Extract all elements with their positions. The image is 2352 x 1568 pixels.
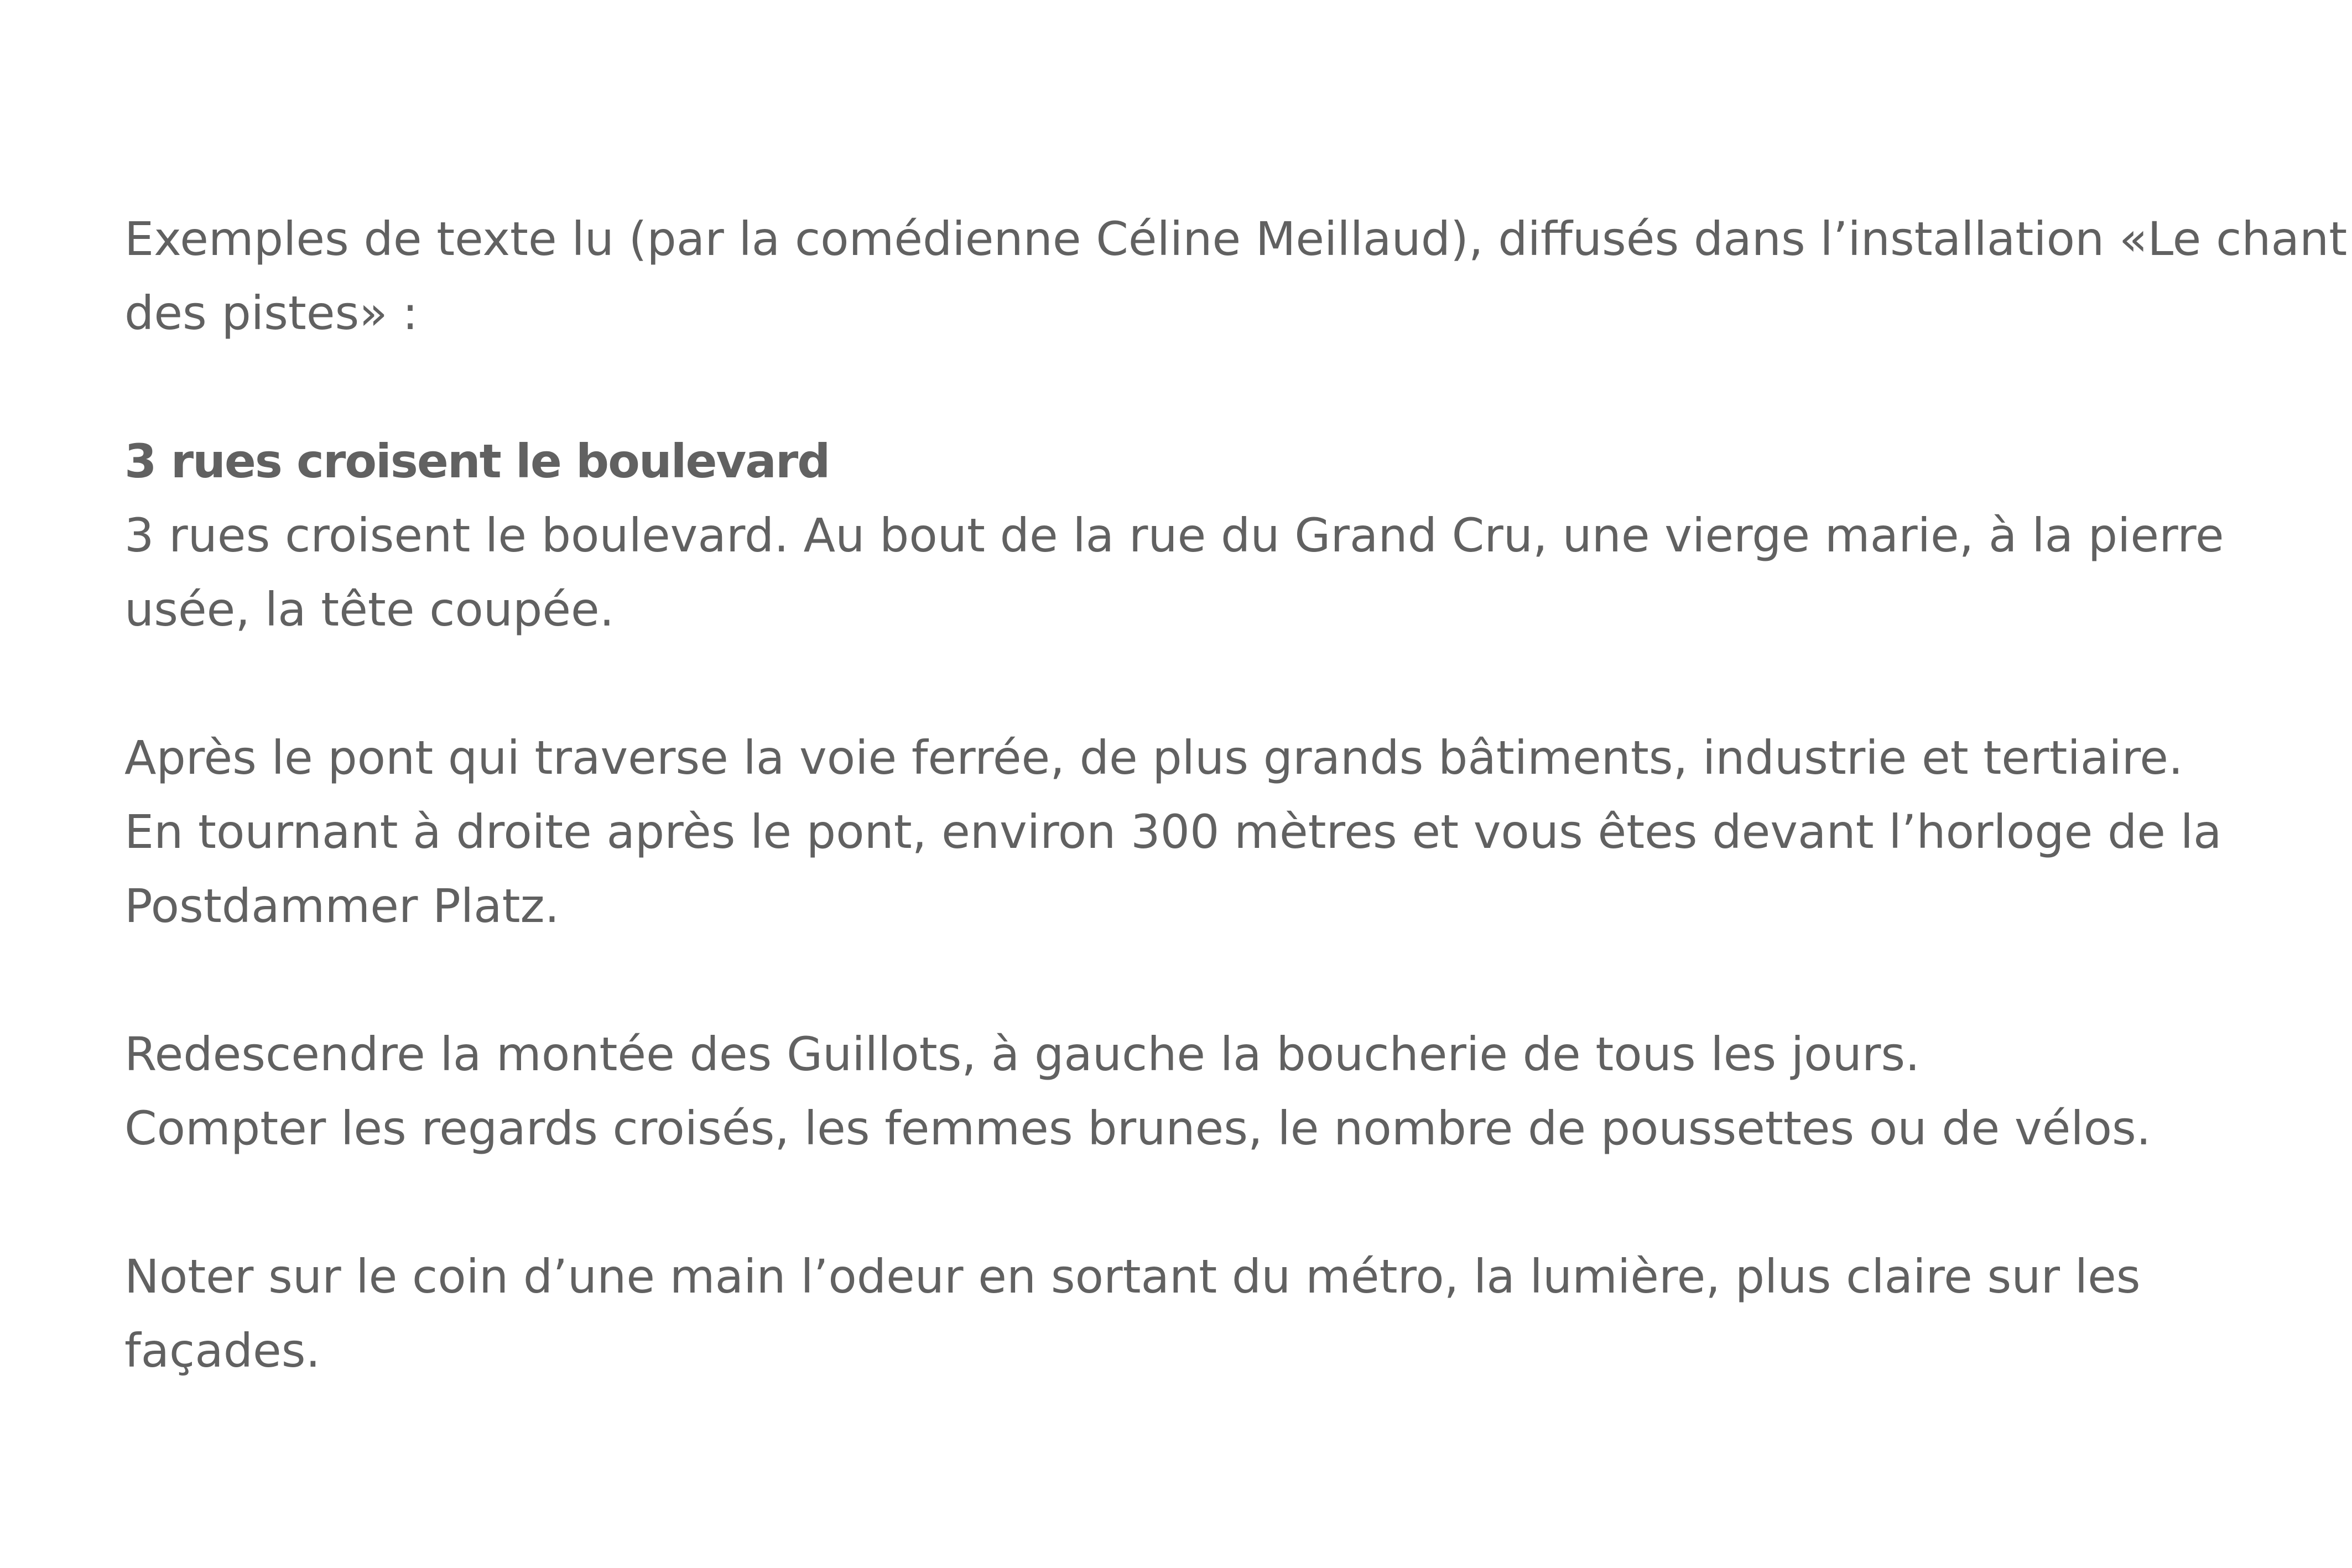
paragraph-2-line-1: Après le pont qui traverse la voie ferrée, de plus grands bâtiments, industrie et tertiaire. — [124, 731, 2183, 785]
intro-line-1: Exemples de texte lu (par la comédienne Céline Meillaud), diffusés dans l’installation «Le chant — [124, 212, 2348, 266]
paragraph-3-line-1: Redescendre la montée des Guillots, à gauche la boucherie de tous les jours. — [124, 1027, 1920, 1081]
paragraph-2-line-3: Postdammer Platz. — [124, 879, 560, 933]
document-body — [124, 202, 2348, 1462]
paragraph-3-line-2: Compter les regards croisés, les femmes brunes, le nombre de poussettes ou de vélos. — [124, 1101, 2151, 1155]
section-paragraph-2 — [124, 721, 2254, 943]
paragraph-4-line-1: Noter sur le coin d’une main l’odeur en sortant du métro, la lumière, plus claire sur les — [124, 1249, 2141, 1304]
section-paragraph-3 — [124, 1017, 2254, 1165]
section-line-1: 3 rues croisent le boulevard. Au bout de la rue du Grand Cru, une vierge marie, à la pierre — [124, 508, 2224, 562]
section-paragraph-4 — [124, 1239, 2254, 1388]
intro-line-2: des pistes» : — [124, 286, 418, 340]
paragraph-2-line-2: En tournant à droite après le pont, environ 300 mètres et vous êtes devant l’horloge de la — [124, 805, 2222, 859]
paragraph-4-line-2: façades. — [124, 1324, 321, 1378]
section-line-2: usée, la tête coupée. — [124, 582, 615, 637]
intro-paragraph — [124, 202, 2348, 350]
section-paragraph-1 — [124, 424, 2254, 647]
section-title: 3 rues croisent le boulevard — [124, 434, 830, 488]
